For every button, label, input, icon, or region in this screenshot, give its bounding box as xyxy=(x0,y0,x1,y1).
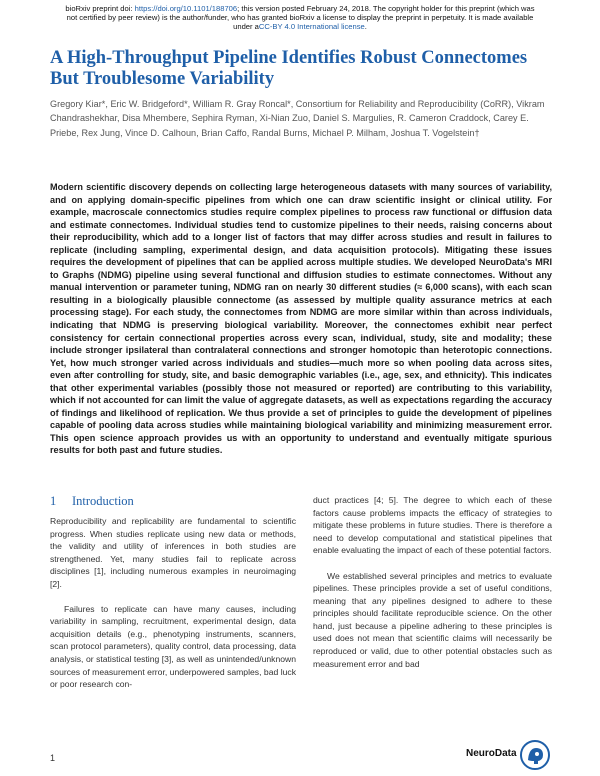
author-list: Gregory Kiar*, Eric W. Bridgeford*, William R. Gray Roncal*, Consortium for Reliability and Reproducibility (CoRR), Vikram Chandrashekhar, Disa Mhembere, Sephira Ryman, Xi-Nian Zuo, Daniel S. Margulies, R. Cameron Craddock, Carey E. Priebe, Rex Jung, Vince D. Calhoun, Brian Caffo, Randal Burns, Michael P. Milham, Joshua T. Vogelstein† xyxy=(50,99,545,138)
brand-name: NeuroData xyxy=(466,748,517,759)
notice-line-2: not certified by peer review) is the author/funder, who has granted bioRxiv a license to display the preprint in perpetuity. It is made available xyxy=(66,13,534,22)
section-number: 1 xyxy=(50,494,57,508)
doi-link[interactable]: https://doi.org/10.1101/188706 xyxy=(134,4,238,13)
preprint-notice xyxy=(0,4,600,31)
paragraph: Reproducibility and replicability are fundamental to scientific progress. When studies replicate using new data or methods, the validity and utility of inferences in both studies are strengthened. Yet, many studies fail to replicate across disciplines [1], including numerous examples in neuroimaging [2]. xyxy=(50,516,296,589)
neurodata-logo-icon xyxy=(519,739,551,771)
notice-line-3: under aCC-BY 4.0 International license. xyxy=(233,22,367,31)
left-column xyxy=(50,515,296,691)
section-heading xyxy=(50,494,134,509)
section-title: Introduction xyxy=(72,494,134,508)
paper-title: A High-Throughput Pipeline Identifies Robust Connectomes But Troublesome Variability xyxy=(50,48,528,89)
page-number: 1 xyxy=(50,753,56,763)
notice-line-1: bioRxiv preprint doi: https://doi.org/10.1101/188706; this version posted February 24, 2018. The copyright holder for this preprint (which was xyxy=(65,4,535,13)
paragraph: duct practices [4; 5]. The degree to which each of these factors cause problems impacts the efficacy of strategies to mitigate these problems in future studies. There is therefore a need to develop computational and statistical pipelines that enable evaluating the impact of each of these potential factors. xyxy=(313,495,552,556)
abstract: Modern scientific discovery depends on collecting large heterogeneous datasets with many sources of variability, and on applying domain-specific pipelines from which one can draw scientific insight or clinical utility. For example, macroscale connectomics studies require complex pipelines to process raw functional or diffusion data and estimate connectomes. Individual studies tend to customize pipelines to their needs, raising concerns about their reproducibility, which add to a longer list of factors that may differ across studies and result in failures to replicate (including sampling, experimental design, and data acquisition protocols). Mitigating these issues requires the development of pipelines that can be applied across multiple studies. We developed NeuroData's MRI to Graphs (NDMG) pipeline using several functional and diffusion studies to estimate connectomes. Without any manual intervention or parameter tuning, NDMG ran on nearly 30 different studies (≈ 6,000 scans), with each scan resulting in a biologically plausible connectome (as assessed by multiple quality assurance metrics at each processing stage). For each study, the connectomes from NDMG are more similar within than across individuals, indicating that NDMG is preserving biological variability. Moreover, the connectomes exhibit near perfect consistency for certain connectional properties across every scan, individual, study, site and modality; these include stronger ipsilateral than contralateral connections and stronger homotopic than heterotopic connections. Yet, how much stronger varied across individuals and studies—much more so when pooling data across sites, even after controlling for study, site, and basic demographic variables (i.e., age, sex, and ethnicity). This indicates that other experimental variables (possibly those not measured or reported) are contributing to this variability, which if not accounted for can limit the value of aggregate datasets, as well as expectations regarding the accuracy of findings and likelihood of replication. We thus provide a set of principles to guide the development of pipelines capable of pooling data across studies while maintaining biological variability and minimizing measurement error. This open science approach provides us with an opportunity to understand and eventually mitigate spurious results for both past and future studies. xyxy=(50,182,552,456)
paragraph: We established several principles and metrics to evaluate pipelines. These principles provide a set of useful conditions, meaning that any pipelines designed to adhere to these principles should facilitate reproducible science. On the other hand, just because a pipeline adhering to these principles is used does not mean that scientific claims will necessarily be reproduced or valid, due to other potential obstacles such as measurement error and bad xyxy=(313,570,552,669)
license-link[interactable]: CC-BY 4.0 International license xyxy=(258,22,365,31)
right-column xyxy=(313,494,552,670)
paragraph: Failures to replicate can have many causes, including variability in sampling, recruitment, experimental design, data acquisition details (e.g., phenotyping instruments, scanners, scan protocol parameters), quality control, data processing, data analysis, or statistical testing [3], as well as unintended/unknown sources of measurement error, underpowered samples, bad luck or poor research con- xyxy=(50,603,296,690)
